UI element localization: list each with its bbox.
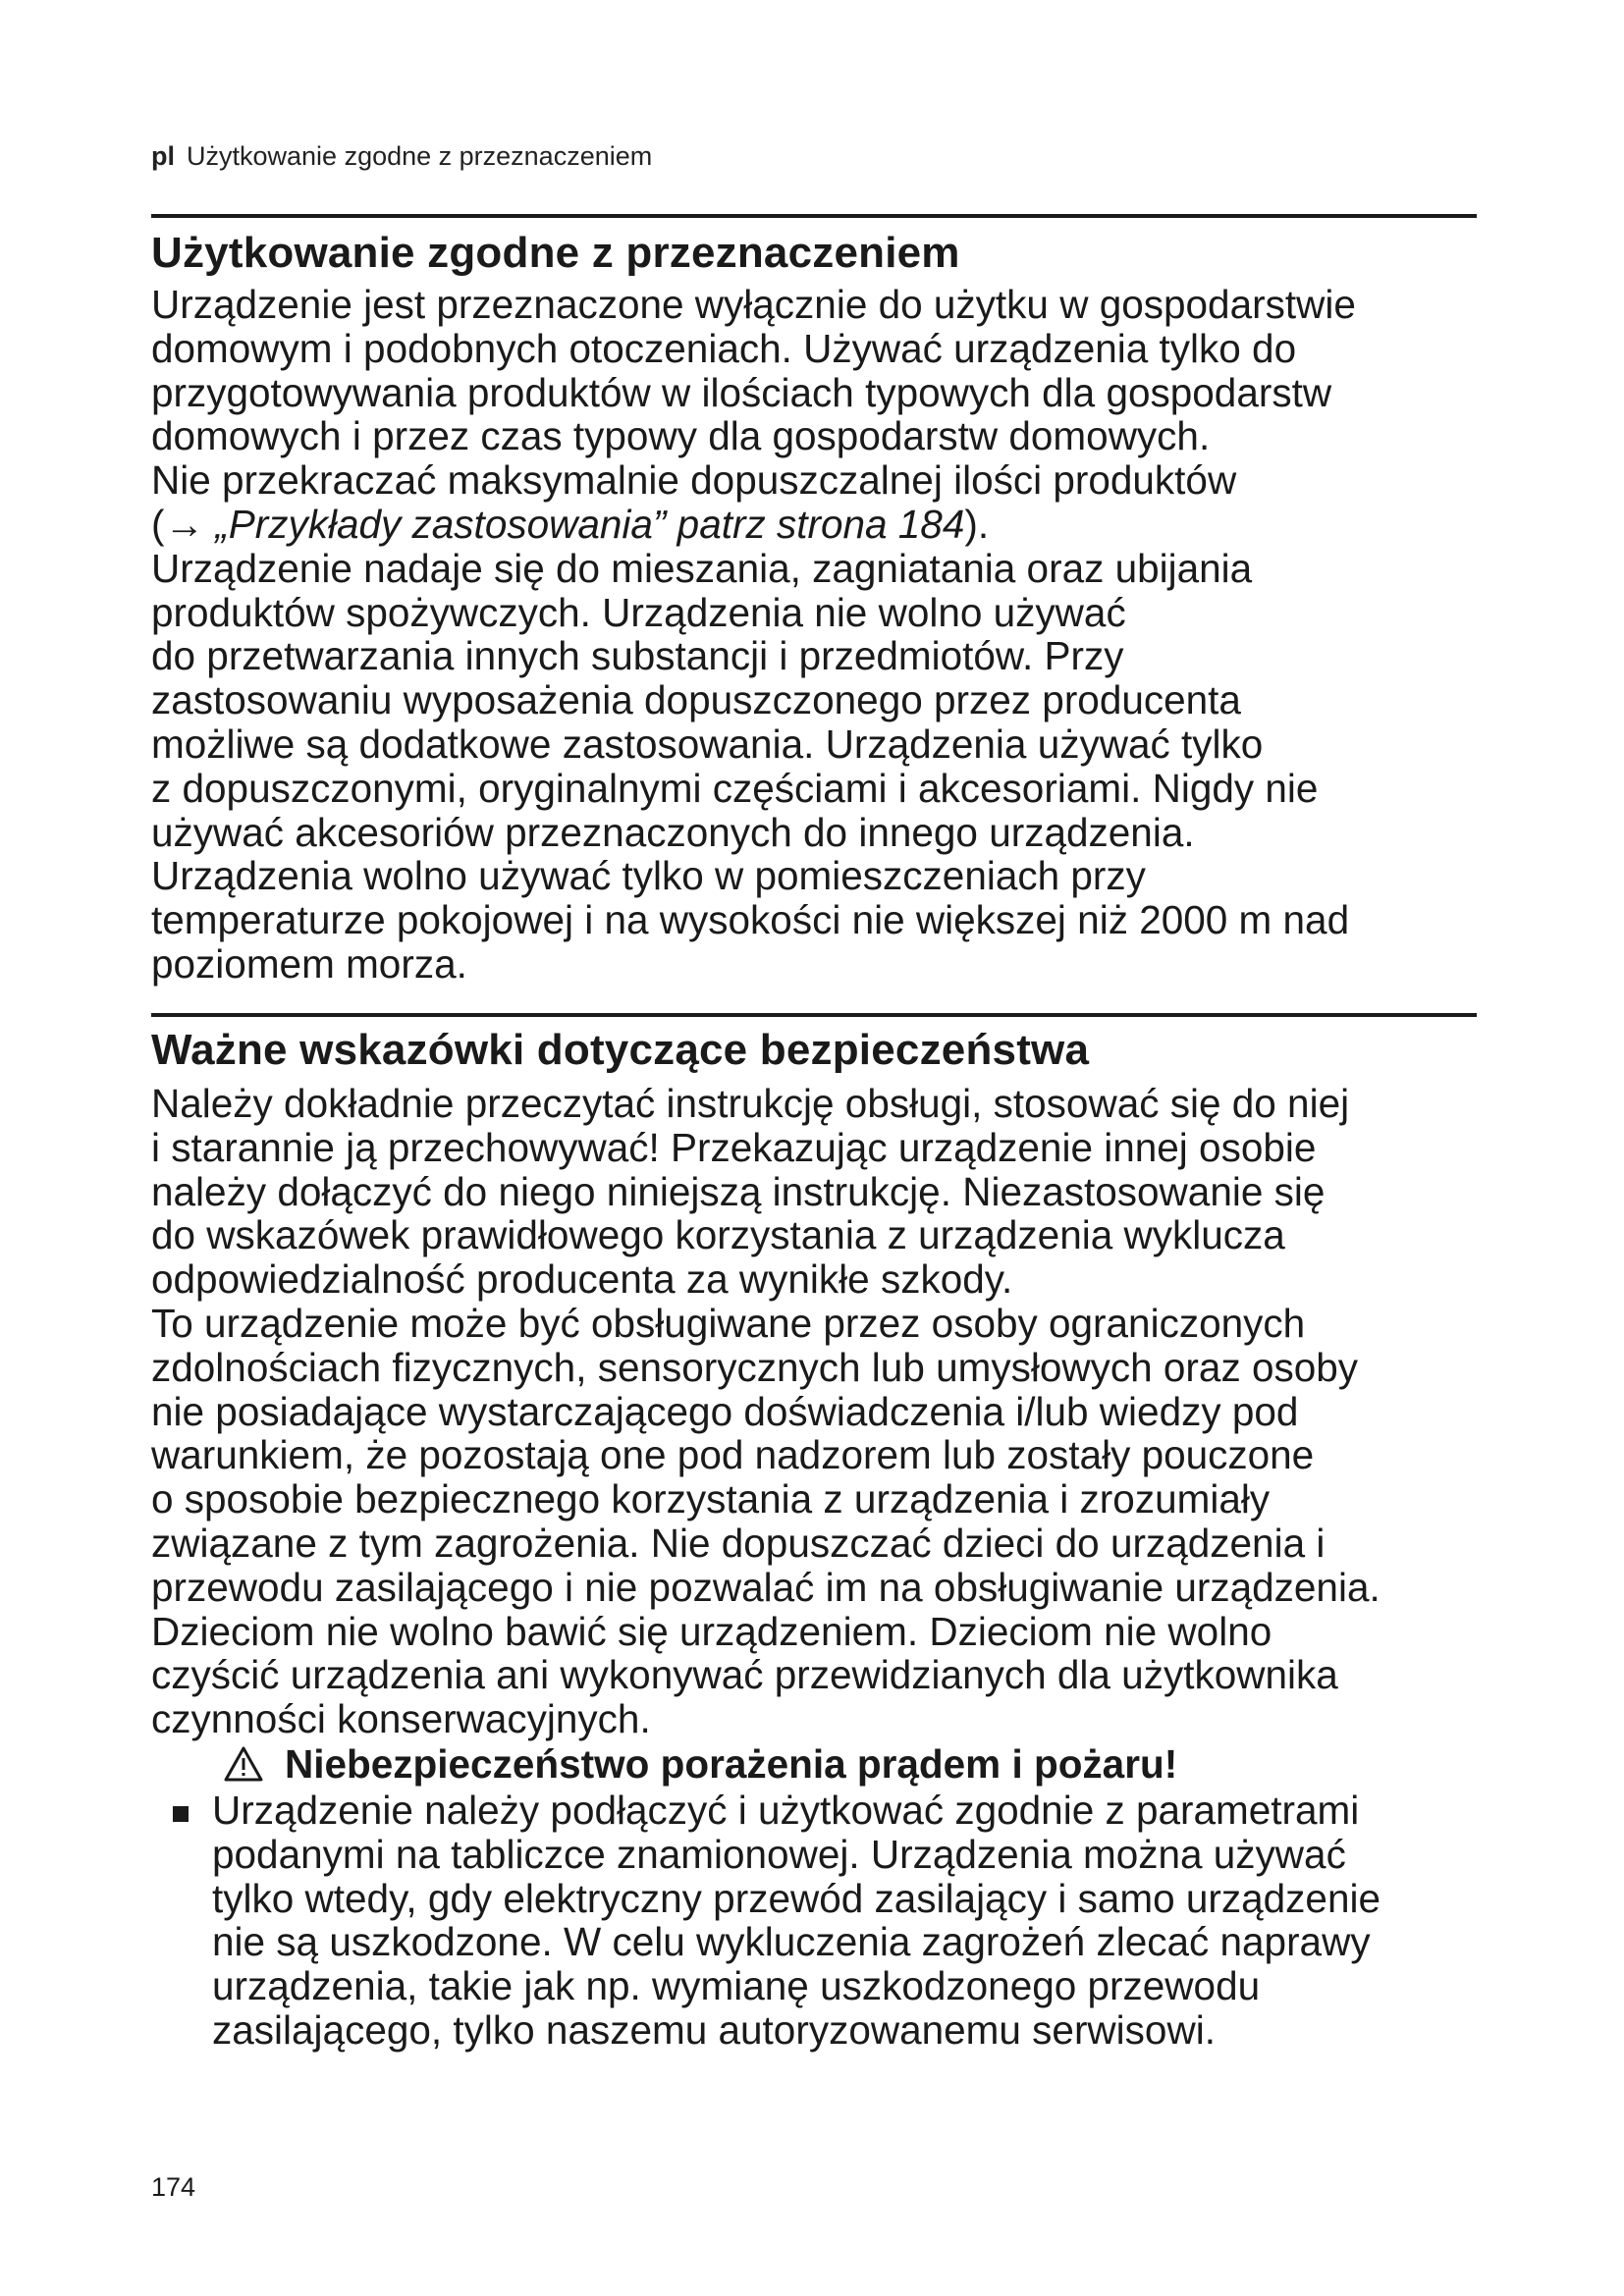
running-header bbox=[151, 140, 652, 172]
section-divider-2 bbox=[151, 1013, 1477, 1017]
page-number: 174 bbox=[151, 2172, 196, 2202]
warning-heading-text: Niebezpieczeństwo porażenia prądem i pożaru! bbox=[285, 1741, 1178, 1787]
running-header-title: Użytkowanie zgodne z przeznaczeniem bbox=[187, 141, 653, 171]
arrow-right-icon: → bbox=[164, 501, 204, 547]
paragraph-intended-use-1: Urządzenie jest przeznaczone wyłącznie do użytku w gospodarstwie domowym i podobnych otoczeniach. Używać urządzenia tylko do przygotowywania produktów w ilościach typowych dla gospodarstw domowych i przez czas typowy dla gospodarstw domowych. Nie przekraczać maksymalnie dopuszczalnej ilości produktów bbox=[151, 282, 1356, 504]
language-code: pl bbox=[151, 141, 175, 171]
xref-close-paren: ). bbox=[964, 501, 990, 547]
paragraph-intended-use-2: Urządzenie nadaje się do mieszania, zagniatania oraz ubijania produktów spożywczych. Urządzenia nie wolno używać do przetwarzania innych substancji i przedmiotów. Przy zastosowaniu wyposażenia dopuszczonego przez producenta możliwe są dodatkowe zastosowania. Urządzenia używać tylko z dopuszczonymi, oryginalnymi częściami i akcesoriami. Nigdy nie używać akcesoriów przeznaczonych do innego urządzenia. Urządzenia wolno używać tylko w pomieszczeniach przy temperaturze pokojowej i na wysokości nie większej niż 2000 m nad poziomem morza. bbox=[151, 545, 1350, 987]
bullet-list-item bbox=[173, 1789, 1489, 2053]
warning-heading bbox=[224, 1740, 1177, 1788]
bullet-square-icon bbox=[173, 1806, 189, 1822]
paragraph-safety-2: To urządzenie może być obsługiwane przez osoby ograniczonych zdolnościach fizycznych, sensorycznych lub umysłowych oraz osoby nie posiadające wystarczającego doświadczenia i/lub wiedzy pod warunkiem, że pozostają one pod nadzorem lub zostały pouczone o sposobie bezpiecznego korzystania z urządzenia i zrozumiały związane z tym zagrożenia. Nie dopuszczać dzieci do urządzenia i przewodu zasilającego i nie pozwalać im na obsługiwanie urządzenia. Dzieciom nie wolno bawić się urządzeniem. Dzieciom nie wolno czyścić urządzenia ani wykonywać przewidzianych dla użytkownika czynności konserwacyjnych. bbox=[151, 1300, 1380, 1742]
section-title-safety: Ważne wskazówki dotyczące bezpieczeństwa bbox=[151, 1026, 1090, 1074]
bullet-text: Urządzenie należy podłączyć i użytkować zgodnie z parametrami podanymi na tabliczce znamionowej. Urządzenia można używać tylko wtedy, gdy elektryczny przewód zasilający i samo urządzenie nie są uszkodzone. W celu wykluczenia zagrożeń zlecać naprawy urządzenia, takie jak np. wymianę uszkodzonego przewodu zasilającego, tylko naszemu autoryzowanemu serwisowi. bbox=[212, 1788, 1381, 2053]
warning-triangle-icon bbox=[224, 1746, 263, 1782]
section-body-safety bbox=[151, 1082, 1487, 1741]
section-title-intended-use: Użytkowanie zgodne z przeznaczeniem bbox=[151, 229, 960, 277]
section-body-intended-use bbox=[151, 283, 1487, 987]
cross-reference-line bbox=[151, 503, 1487, 547]
section-divider-1 bbox=[151, 214, 1477, 218]
paragraph-safety-1: Należy dokładnie przeczytać instrukcję obsługi, stosować się do niej i starannie ją przechowywać! Przekazując urządzenie innej osobie należy dołączyć do niego niniejszą instrukcję. Niezastosowanie się do wskazówek prawidłowego korzystania z urządzenia wyklucza odpowiedzialność producenta za wynikłe szkody. bbox=[151, 1081, 1350, 1303]
cross-reference-link[interactable]: „Przykłady zastosowania” patrz strona 184 bbox=[204, 501, 965, 547]
xref-open-paren: ( bbox=[151, 501, 165, 547]
